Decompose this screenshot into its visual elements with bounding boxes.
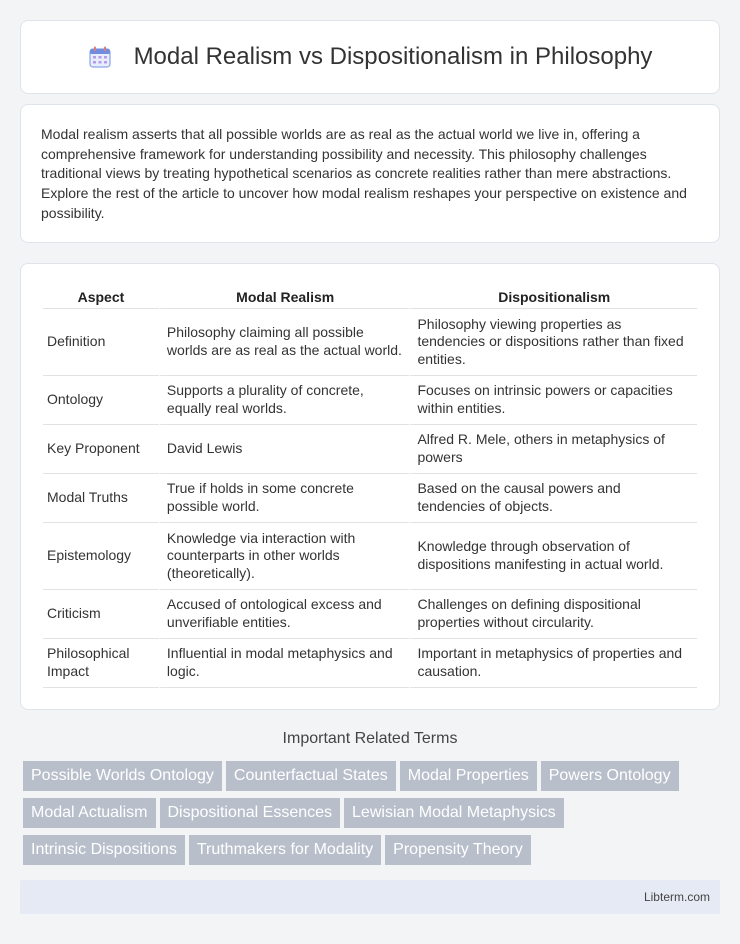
cell-aspect: Modal Truths [43,474,159,523]
cell-dispositionalism: Alfred R. Mele, others in metaphysics of powers [409,425,697,474]
table-row [43,425,697,474]
table-row [43,523,697,590]
footer-site-link[interactable]: Libterm.com [643,890,710,904]
cell-dispositionalism: Knowledge through observation of dispositions manifesting in actual world. [409,523,697,590]
cell-modal-realism: David Lewis [159,425,410,474]
related-term-tag[interactable]: Truthmakers for Modality [189,835,381,865]
cell-aspect: Definition [43,309,159,376]
cell-aspect: Epistemology [43,523,159,590]
related-term-tag[interactable]: Modal Properties [400,761,537,791]
cell-modal-realism: Supports a plurality of concrete, equally real worlds. [159,376,410,425]
cell-modal-realism: True if holds in some concrete possible world. [159,474,410,523]
cell-dispositionalism: Challenges on defining dispositional properties without circularity. [409,590,697,639]
cell-modal-realism: Accused of ontological excess and unverifiable entities. [159,590,410,639]
page-title: Modal Realism vs Dispositionalism in Philosophy [133,43,653,70]
table-header-row [43,286,697,309]
cell-modal-realism: Influential in modal metaphysics and logic. [159,639,410,688]
cell-aspect: Key Proponent [43,425,159,474]
table-row [43,474,697,523]
column-header-dispositionalism: Dispositionalism [409,286,697,309]
related-term-tag[interactable]: Counterfactual States [226,761,396,791]
cell-aspect: Philosophical Impact [43,639,159,688]
cell-aspect: Criticism [43,590,159,639]
related-term-tag[interactable]: Propensity Theory [385,835,531,865]
cell-modal-realism: Philosophy claiming all possible worlds are as real as the actual world. [159,309,410,376]
cell-modal-realism: Knowledge via interaction with counterparts in other worlds (theoretically). [159,523,410,590]
table-row [43,639,697,688]
related-term-tag[interactable]: Powers Ontology [541,761,679,791]
cell-dispositionalism: Focuses on intrinsic powers or capacities within entities. [409,376,697,425]
title-card [20,20,720,94]
cell-aspect: Ontology [43,376,159,425]
cell-dispositionalism: Based on the causal powers and tendencies of objects. [409,474,697,523]
table-row [43,309,697,376]
related-term-tag[interactable]: Modal Actualism [23,798,156,828]
related-term-tag[interactable]: Lewisian Modal Metaphysics [344,798,564,828]
footer [20,880,720,914]
related-terms-list [23,761,723,872]
intro-card [20,104,720,243]
related-term-tag[interactable]: Intrinsic Dispositions [23,835,185,865]
column-header-aspect: Aspect [43,286,159,309]
comparison-card [20,263,720,710]
related-term-tag[interactable]: Possible Worlds Ontology [23,761,222,791]
related-terms-title: Important Related Terms [282,730,458,747]
intro-text: Modal realism asserts that all possible worlds are as real as the actual world we live in, offering a comprehensive framework for understanding possibility and necessity. This philosophy challenges traditional views by treating hypothetical scenarios as concrete realities rather than mere abstractions. Explore the rest of the article to uncover how modal realism reshapes your perspective on existence and possibility. [41,126,687,221]
column-header-modal-realism: Modal Realism [159,286,410,309]
cell-dispositionalism: Important in metaphysics of properties and causation. [409,639,697,688]
table-row [43,590,697,639]
table-row [43,376,697,425]
cell-dispositionalism: Philosophy viewing properties as tendencies or dispositions rather than fixed entities. [409,309,697,376]
calendar-icon [88,45,112,69]
comparison-table [43,286,697,688]
related-term-tag[interactable]: Dispositional Essences [160,798,341,828]
